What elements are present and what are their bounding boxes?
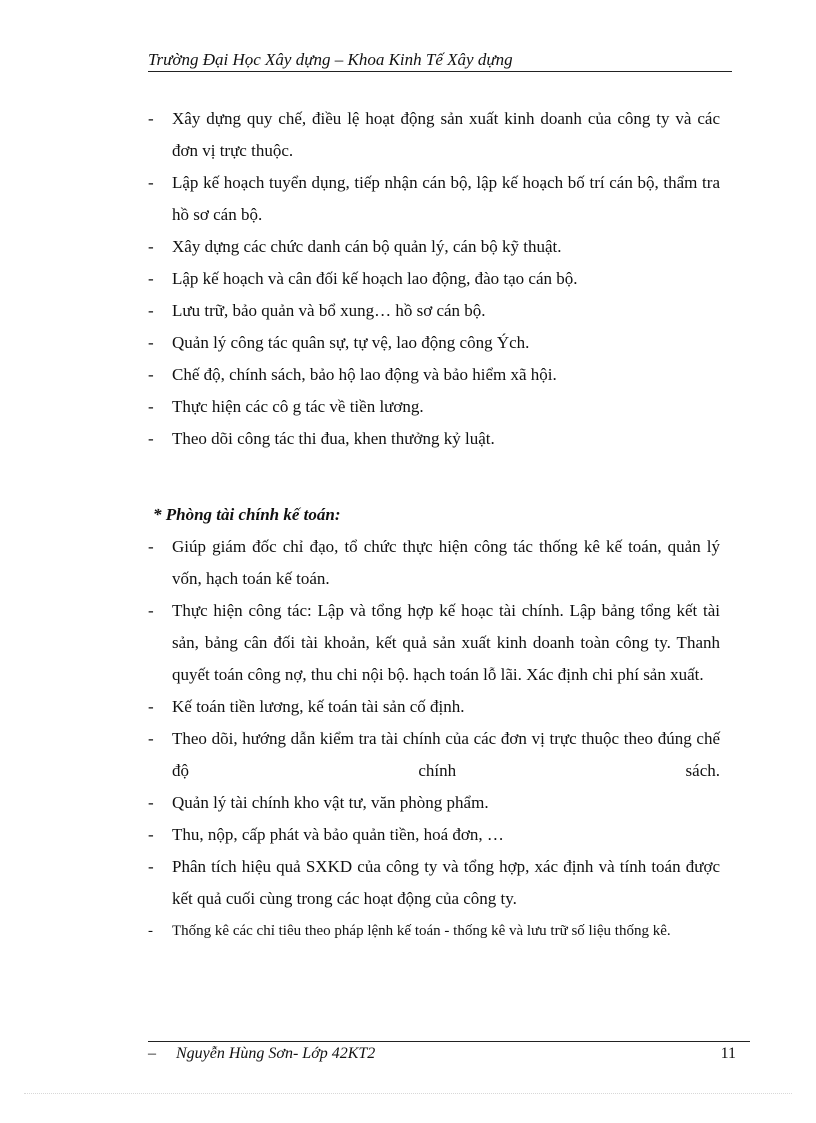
list-item-text: Phân tích hiệu quả SXKD của công ty và tổng hợp, xác định và tính toán được kết quả cuối cùng trong các hoạt động của công ty. bbox=[172, 857, 720, 908]
list-item-text: Kế toán tiền lương, kế toán tài sản cố định. bbox=[172, 697, 465, 716]
list-item-text: Lưu trữ, bảo quản và bổ xung… hồ sơ cán bộ. bbox=[172, 301, 486, 320]
bullet-dash: - bbox=[148, 729, 154, 748]
bullet-dash: - bbox=[148, 173, 154, 192]
bullet-dash: - bbox=[148, 537, 154, 556]
list-item-text: Thống kê các chỉ tiêu theo pháp lệnh kế toán - thống kê và lưu trữ số liệu thống kê. bbox=[172, 923, 671, 939]
list-item-text: Lập kế hoạch tuyển dụng, tiếp nhận cán bộ, lập kế hoạch bố trí cán bộ, thẩm tra hồ sơ cán bộ. bbox=[172, 173, 720, 224]
list-item-text: Thực hiện công tác: Lập và tổng hợp kế hoạc tài chính. Lập bảng tổng kết tài sản, bảng cân đối tài khoản, kết quả sản xuất kinh doanh toàn công ty. Thanh quyết toán công nợ, thu chi nội bộ. hạch toán lỗ lãi. Xác định chi phí sản xuất. bbox=[172, 601, 720, 684]
responsibility-list-2 bbox=[148, 531, 720, 947]
list-item-text: Quản lý tài chính kho vật tư, văn phòng phẩm. bbox=[172, 793, 489, 812]
list-item bbox=[148, 691, 720, 723]
document-body bbox=[148, 103, 720, 947]
list-item-text: Chế độ, chính sách, bảo hộ lao động và bảo hiểm xã hội. bbox=[172, 365, 557, 384]
bullet-dash: - bbox=[148, 601, 154, 620]
page-header: Trường Đại Học Xây dựng – Khoa Kinh Tế Xây dựng bbox=[148, 50, 732, 72]
bullet-dash: - bbox=[148, 301, 154, 320]
bullet-dash: - bbox=[148, 923, 153, 939]
list-item-text: Thu, nộp, cấp phát và bảo quản tiền, hoá đơn, … bbox=[172, 825, 504, 844]
list-item bbox=[148, 295, 720, 327]
page-number: 11 bbox=[720, 1045, 736, 1062]
list-item-text: Quản lý công tác quân sự, tự vệ, lao động công Ých. bbox=[172, 333, 530, 352]
list-item bbox=[148, 263, 720, 295]
bullet-dash: - bbox=[148, 697, 154, 716]
list-item-text: Giúp giám đốc chỉ đạo, tổ chức thực hiện công tác thống kê kế toán, quản lý vốn, hạch toán kế toán. bbox=[172, 537, 720, 588]
list-item bbox=[148, 231, 720, 263]
bullet-dash: - bbox=[148, 269, 154, 288]
list-item-text: Theo dõi công tác thi đua, khen thưởng kỷ luật. bbox=[172, 429, 495, 448]
list-item bbox=[148, 103, 720, 167]
bullet-dash: - bbox=[148, 429, 154, 448]
bullet-dash: - bbox=[148, 333, 154, 352]
list-item bbox=[148, 819, 720, 851]
bullet-dash: - bbox=[148, 825, 154, 844]
list-item bbox=[148, 723, 720, 787]
list-item bbox=[148, 167, 720, 231]
list-item bbox=[148, 359, 720, 391]
list-item bbox=[148, 423, 720, 455]
list-item-text: Theo dõi, hướng dẫn kiểm tra tài chính của các đơn vị trực thuộc theo đúng chế độ chính sách. bbox=[172, 729, 720, 780]
list-item bbox=[148, 327, 720, 359]
list-item-text: Xây dựng quy chế, điều lệ hoạt động sản xuất kinh doanh của công ty và các đơn vị trực thuộc. bbox=[172, 109, 720, 160]
footer-divider bbox=[148, 1041, 750, 1042]
list-item-text: Thực hiện các cô g tác về tiền lương. bbox=[172, 397, 424, 416]
bullet-dash: - bbox=[148, 109, 154, 128]
list-item bbox=[148, 595, 720, 691]
bullet-dash: - bbox=[148, 857, 154, 876]
footer-author: Nguyễn Hùng Sơn- Lớp 42KT2 bbox=[176, 1045, 376, 1062]
list-item bbox=[148, 787, 720, 819]
bullet-dash: - bbox=[148, 237, 154, 256]
list-item bbox=[148, 531, 720, 595]
list-item-text: Xây dựng các chức danh cán bộ quản lý, cán bộ kỹ thuật. bbox=[172, 237, 562, 256]
page-bottom-dotted-rule bbox=[24, 1093, 792, 1094]
bullet-dash: - bbox=[148, 793, 154, 812]
bullet-dash: - bbox=[148, 365, 154, 384]
section-heading-finance: * Phòng tài chính kế toán: bbox=[153, 505, 341, 524]
responsibility-list-1 bbox=[148, 103, 720, 455]
bullet-dash: - bbox=[148, 397, 154, 416]
list-item bbox=[148, 851, 720, 915]
footer-dash: – bbox=[148, 1045, 156, 1062]
list-item bbox=[148, 915, 720, 947]
list-item-text: Lập kế hoạch và cân đối kế hoạch lao động, đào tạo cán bộ. bbox=[172, 269, 578, 288]
list-item bbox=[148, 391, 720, 423]
